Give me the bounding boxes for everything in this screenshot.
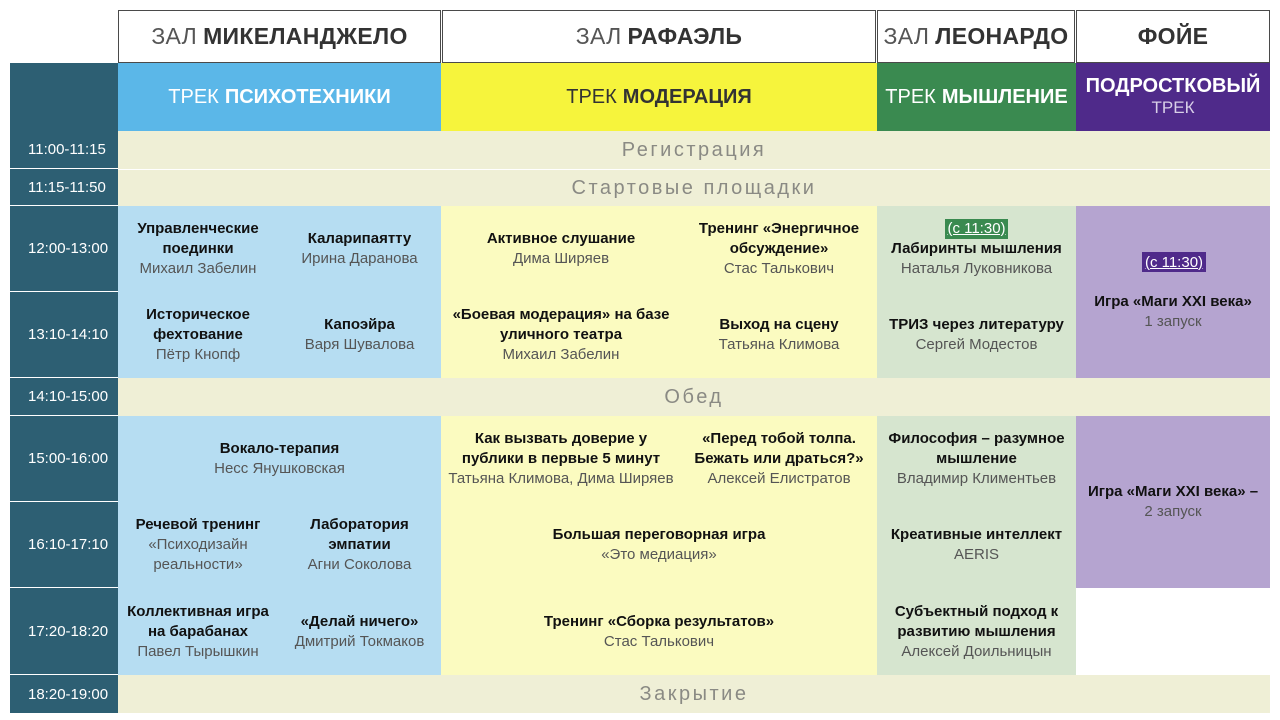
- session-speaker: Владимир Климентьев: [896, 470, 1057, 487]
- track-moderation: [441, 63, 877, 131]
- room-prefix: ЗАЛ: [575, 23, 622, 49]
- track-prefix: ТРЕК: [168, 85, 219, 108]
- room-name: ФОЙЕ: [1137, 23, 1209, 49]
- session-title: Игра «Маги XXI века»: [1094, 293, 1252, 310]
- session-p1b: [278, 206, 441, 292]
- session-title: Тренинг «Энергичное обсуждение»: [698, 220, 860, 257]
- time-slot: 11:00-11:15: [10, 131, 118, 169]
- track-name: ПСИХОТЕХНИКИ: [224, 85, 391, 108]
- session-title: «Делай ничего»: [300, 612, 419, 630]
- time-slot: 12:00-13:00: [10, 206, 118, 292]
- session-speaker: Пётр Кнопф: [155, 346, 241, 363]
- time-slot: 16:10-17:10: [10, 502, 118, 588]
- track-prefix: ТРЕК: [566, 85, 617, 108]
- session-title: «Боевая модерация» на базе уличного театра: [452, 306, 670, 343]
- session-speaker: Сергей Модестов: [915, 336, 1038, 353]
- session-time-note: (с 11:30): [947, 220, 1006, 237]
- session-f2: [1076, 416, 1270, 588]
- time-slot: 11:15-11:50: [10, 169, 118, 206]
- session-title: Как вызвать доверие у публики в первые 5 минут: [461, 430, 661, 467]
- room-prefix: ЗАЛ: [151, 23, 198, 49]
- session-title: Коллективная игра на барабанах: [127, 602, 269, 640]
- session-speaker: Алексей Доильницын: [901, 642, 1052, 660]
- session-speaker: 2 запуск: [1144, 503, 1202, 520]
- session-speaker: Варя Шувалова: [304, 336, 415, 353]
- session-speaker: Алексей Елистратов: [707, 470, 851, 487]
- session-speaker: Агни Соколова: [307, 556, 412, 573]
- session-speaker: Дима Ширяев: [512, 250, 610, 267]
- session-speaker: Стас Талькович: [603, 632, 715, 650]
- session-m1a: [441, 206, 681, 292]
- session-title: Речевой тренинг: [135, 516, 261, 533]
- session-speaker: Дмитрий Токмаков: [294, 632, 425, 650]
- session-title: Капоэйра: [324, 316, 395, 333]
- track-prefix: ТРЕК: [885, 85, 936, 108]
- track-psychotechnics: [118, 63, 441, 131]
- session-title: Историческое фехтование: [146, 306, 250, 343]
- session-speaker: Михаил Забелин: [139, 260, 257, 277]
- session-speaker: AERIS: [953, 546, 999, 563]
- session-m4: [441, 502, 877, 588]
- session-m3b: [681, 416, 877, 502]
- track-name: ПОДРОСТКОВЫЙ: [1085, 75, 1261, 97]
- room-name: МИКЕЛАНДЖЕЛО: [203, 23, 408, 49]
- session-speaker: Несс Янушковская: [214, 460, 345, 477]
- session-title: Философия – разумное мышление: [888, 430, 1065, 467]
- track-name: МОДЕРАЦИЯ: [622, 85, 752, 108]
- session-speaker: Наталья Луковникова: [900, 260, 1053, 277]
- session-p2a: [118, 292, 278, 378]
- room-michelangelo: [118, 10, 441, 63]
- room-name: РАФАЭЛЬ: [627, 23, 743, 49]
- session-title: Большая переговорная игра: [552, 526, 766, 543]
- session-title: Активное слушание: [486, 230, 636, 247]
- room-name: ЛЕОНАРДО: [935, 23, 1069, 49]
- time-slot: 18:20-19:00: [10, 675, 118, 713]
- session-title: ТРИЗ через литературу: [889, 316, 1064, 333]
- track-name: МЫШЛЕНИЕ: [941, 85, 1068, 108]
- time-slot: 15:00-16:00: [10, 416, 118, 502]
- session-m2a: [441, 292, 681, 378]
- session-title: Тренинг «Сборка результатов»: [543, 612, 775, 630]
- session-m1b: [681, 206, 877, 292]
- session-p5a: [118, 588, 278, 675]
- session-t1: [877, 206, 1076, 292]
- session-title: Выход на сцену: [719, 316, 839, 333]
- session-p4b: [278, 502, 441, 588]
- session-m2b: [681, 292, 877, 378]
- time-slot: 14:10-15:00: [10, 378, 118, 416]
- session-time-note: (с 11:30): [1142, 252, 1206, 272]
- room-leonardo: [877, 10, 1075, 63]
- session-title: Лаборатория эмпатии: [310, 516, 409, 553]
- room-prefix: ЗАЛ: [883, 23, 930, 49]
- track-teen: [1076, 63, 1270, 131]
- time-slot: 17:20-18:20: [10, 588, 118, 675]
- session-title: Субъектный подход к развитию мышления: [894, 602, 1059, 640]
- track-subtitle: ТРЕК: [1151, 98, 1195, 117]
- session-t2: [877, 292, 1076, 378]
- time-slot: 13:10-14:10: [10, 292, 118, 378]
- session-speaker: Павел Тырышкин: [137, 642, 259, 660]
- session-speaker: 1 запуск: [1144, 313, 1202, 330]
- session-t5: [877, 588, 1076, 675]
- corner-cell: [10, 63, 118, 131]
- session-p4a: [118, 502, 278, 588]
- session-p1a: [118, 206, 278, 292]
- session-m5: [441, 588, 877, 675]
- band-closing: Закрытие: [118, 675, 1270, 713]
- band-lunch: Обед: [118, 378, 1270, 416]
- session-title: «Перед тобой толпа. Бежать или драться?»: [694, 430, 864, 467]
- session-title: Каларипаятту: [307, 230, 412, 247]
- session-speaker: Татьяна Климова, Дима Ширяев: [448, 470, 674, 487]
- session-title: Управленческие поединки: [137, 220, 259, 257]
- session-p3: [118, 416, 441, 502]
- session-speaker: Ирина Даранова: [301, 250, 418, 267]
- session-speaker: Татьяна Климова: [718, 336, 840, 353]
- session-t4: [877, 502, 1076, 588]
- session-title: Креативные интеллект: [890, 526, 1063, 543]
- session-speaker: «Психодизайн реальности»: [148, 536, 248, 573]
- session-speaker: «Это медиация»: [601, 546, 717, 563]
- session-p2b: [278, 292, 441, 378]
- room-raphael: [442, 10, 876, 63]
- session-t3: [877, 416, 1076, 502]
- session-speaker: Стас Талькович: [723, 260, 835, 277]
- session-f1: [1076, 282, 1270, 342]
- room-foyer: [1076, 10, 1270, 63]
- track-thinking: [877, 63, 1076, 131]
- session-title: Игра «Маги XXI века» –: [1087, 483, 1259, 500]
- session-title: Вокало-терапия: [219, 440, 340, 457]
- session-speaker: Михаил Забелин: [502, 346, 620, 363]
- session-p5b: [278, 588, 441, 675]
- session-title: Лабиринты мышления: [891, 240, 1062, 257]
- band-registration: Регистрация: [118, 131, 1270, 169]
- session-m3a: [441, 416, 681, 502]
- band-start-platforms: Стартовые площадки: [118, 169, 1270, 206]
